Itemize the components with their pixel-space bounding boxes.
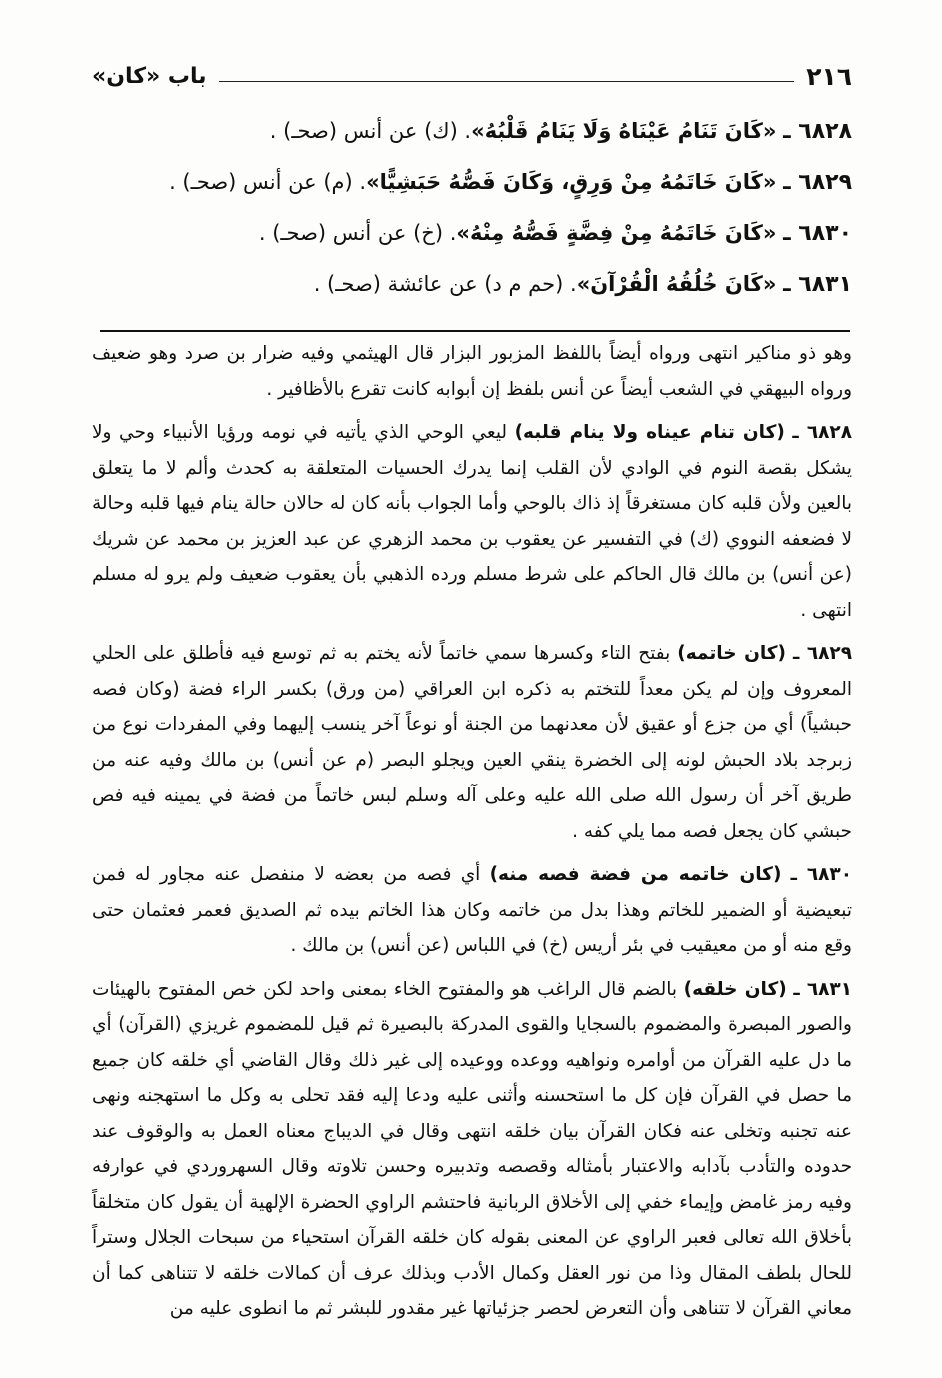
- hadith-entry: [150, 169, 852, 220]
- hadith-number: ٦٨٣١ ـ: [783, 272, 852, 297]
- commentary-entry: [92, 636, 852, 849]
- hadith-number: ٦٨٣٠ ـ: [783, 221, 852, 246]
- entry-text: بالضم قال الراغب هو والمفتوح الخاء بمعنى واحد لكن خص المفتوح بالهيئات والصور المبصرة والمضموم بالسجايا والقوى المدركة بالبصيرة ثم قيل للمضموم غريزي (القرآن) أي ما دل عليه القرآن من أوامره ونواهيه ووعده ووعيده إلى غير ذلك وقال القاضي أي خلقه كان جميع ما حصل في القرآن فإن كل ما استحسنه وأثنى عليه ودعا إليه فقد تحلى به وكل ما استهجنه ونهى عنه تجنبه وتخلى عنه فكان القرآن بيان خلقه انتهى وقال في الديباج معناه العمل به والوقوف عند حدوده والتأدب بآدابه والاعتبار بأمثاله وقصصه وتدبيره وحسن تلاوته وقال السهروردي في عوارفه وفيه رمز غامض وإيماء خفي إلى الأخلاق الربانية فاحتشم الراوي الحضرة الإلهية أن يقول كان متخلقاً بأخلاق الله تعالى فعبر الراوي عن المعنى بقوله كان خلقه القرآن استحياء من سبحات الجلال وستراً للحال بلطف المقال وذا من نور العقل وكمال الأدب وبذلك عرف أن كمالات خلقه لا تتناهى كما أن معاني القرآن لا تتناهى وأن التعرض لحصر جزئياتها غير مقدور للبشر ثم ما انطوى عليه من: [92, 978, 852, 1319]
- entry-text: ليعي الوحي الذي يأتيه في نومه ورؤيا الأنبياء وحي ولا يشكل بقصة النوم في الوادي لأن القلب إنما يدرك الحسيات المتعلقة به كحدث وألم لا ما يتعلق بالعين ولأن قلبه كان مستغرقاً إذ ذاك بالوحي وأما الجواب بأنه كان له حالان حالة ينام فيها قلبه وحالة لا فضعفه النووي (ك) في التفسير عن يعقوب بن محمد الزهري عن عبد العزيز بن محمد عن شريك (عن أنس) بن مالك قال الحاكم على شرط مسلم ورده الذهبي بأن يعقوب ضعيف ولم يرو له مسلم انتهى .: [92, 422, 852, 621]
- entry-number: ٦٨٢٩ ـ: [793, 643, 853, 664]
- hadith-text: «كَانَ خُلُقُهُ الْقُرْآنَ»: [576, 272, 777, 296]
- hadith-entry: [150, 118, 852, 169]
- hadith-entry: [150, 220, 852, 271]
- hadith-source: . (ك) عن أنس (صحـ) .: [269, 119, 472, 143]
- hadith-text: «كَانَ تَنَامُ عَيْنَاهُ وَلَا يَنَامُ قَلْبُهُ»: [471, 119, 777, 143]
- entry-text: أي فصه من بعضه لا منفصل عنه مجاور له فمن تبعيضية أو الضمير للخاتم وهذا بدل من خاتمه وكان هذا الخاتم بيده ثم الصديق فعمر فعثمان حتى وقع منه أو من معيقيب في بئر أريس (خ) في اللباس (عن أنس) بن مالك .: [92, 864, 852, 956]
- hadith-list: [150, 118, 852, 322]
- hadith-entry: [150, 271, 852, 322]
- entry-text: بفتح التاء وكسرها سمي خاتماً لأنه يختم به ثم توسع فيه فأطلق على الحلي المعروف وإن لم يكن معداً للتختم به ذكره ابن العراقي (من ورق) بكسر الراء فضة (وكان فصه حبشياً) أي من جزع أو عقيق لأن معدنهما من الجنة أو نوعاً آخر ينسب إليهما وفي المفردات نوع من زبرجد بلاد الحبش لونه إلى الخضرة ينقي العين ويجلو البصر (م عن أنس) بن مالك وفيه عنه من طريق آخر أن رسول الله صلى الله عليه وعلى آله وسلم لبس خاتماً من فضة في يمينه فيه فص حبشي كان يجعل فصه مما يلي كفه .: [92, 643, 852, 842]
- header-rule: [219, 81, 795, 82]
- chapter-title: باب «كان»: [92, 63, 207, 89]
- commentary: [92, 336, 852, 1335]
- entry-number: ٦٨٣١ ـ: [793, 978, 853, 1000]
- commentary-entry: [92, 415, 852, 628]
- section-divider: [100, 330, 850, 332]
- entry-number: ٦٨٢٨ ـ: [792, 422, 852, 443]
- commentary-intro: وهو ذو مناكير انتهى ورواه أيضاً باللفظ المزبور البزار قال الهيثمي وفيه ضرار بن صرد وهو ضعيف ورواه البيهقي في الشعب أيضاً عن أنس بلفظ إن أبوابه كانت تقرع بالأظافير .: [92, 343, 852, 400]
- hadith-number: ٦٨٢٨ ـ: [783, 119, 852, 144]
- entry-lemma: (كان خاتمه من فضة فصه منه): [489, 864, 782, 885]
- hadith-source: . (م) عن أنس (صحـ) .: [169, 170, 367, 194]
- entry-lemma: (كان تنام عيناه ولا ينام قلبه): [514, 422, 785, 443]
- hadith-source: . (حم م د) عن عائشة (صحـ) .: [313, 272, 577, 296]
- hadith-text: «كَانَ خَاتَمُهُ مِنْ وَرِقٍ، وَكَانَ فَصُّهُ حَبَشِيًّا»: [366, 170, 777, 194]
- entry-number: ٦٨٣٠ ـ: [790, 864, 852, 885]
- entry-lemma: (كان خاتمه): [677, 643, 787, 664]
- commentary-entry: [92, 857, 852, 964]
- hadith-source: . (خ) عن أنس (صحـ) .: [258, 221, 457, 245]
- page-header: [92, 58, 852, 94]
- hadith-number: ٦٨٢٩ ـ: [783, 170, 852, 195]
- page-number: ٢١٦: [806, 61, 852, 91]
- entry-lemma: (كان خلقه): [683, 978, 787, 1000]
- commentary-entry: [92, 972, 852, 1327]
- hadith-text: «كَانَ خَاتَمُهُ مِنْ فِضَّةٍ فَصُّهُ مِنْهُ»: [456, 221, 777, 245]
